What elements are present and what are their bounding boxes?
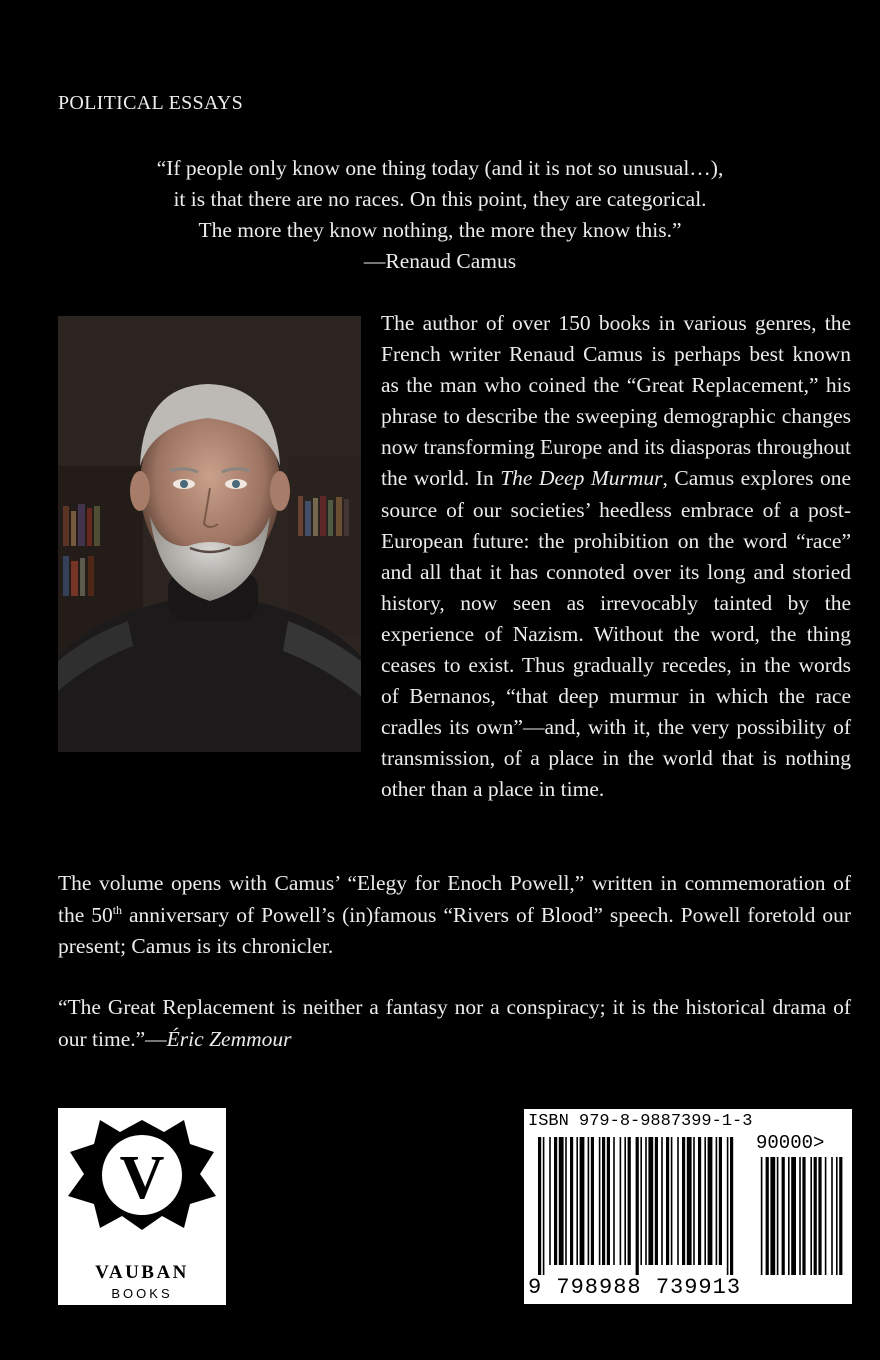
author-photo bbox=[58, 316, 361, 752]
publisher-subtitle: BOOKS bbox=[111, 1286, 173, 1301]
barcode-bar bbox=[716, 1137, 718, 1265]
barcode-bar bbox=[682, 1137, 685, 1265]
addon-bar bbox=[761, 1157, 763, 1275]
barcode-bar bbox=[588, 1137, 590, 1265]
barcode-bar bbox=[719, 1137, 722, 1265]
isbn-label: ISBN 979-8-9887399-1-3 bbox=[528, 1112, 753, 1131]
barcode-bar bbox=[543, 1137, 545, 1275]
barcode-bar bbox=[554, 1137, 557, 1265]
bio-text: The author of over 150 books in various genres, the French writer Renaud Camus is perhaps best known as the man who coined the “Great Replacement,” his phrase to describe the sweeping demographic changes now transforming Europe and its diasporas throughout the world. In bbox=[381, 311, 851, 491]
barcode-bar bbox=[565, 1137, 567, 1265]
epigraph-line: “If people only know one thing today (and it is not so unusual…), bbox=[156, 156, 724, 180]
addon-bar bbox=[770, 1157, 775, 1275]
ordinal-suffix: th bbox=[112, 902, 123, 917]
barcode-bar bbox=[580, 1137, 585, 1265]
category-label: POLITICAL ESSAYS bbox=[58, 92, 244, 114]
barcode-bar bbox=[591, 1137, 594, 1265]
description-text: The volume opens with Camus’ “Elegy for Enoch Powell,” written in commemoration of the 50 bbox=[58, 871, 851, 927]
isbn-barcode bbox=[524, 1109, 852, 1304]
addon-bar bbox=[818, 1157, 821, 1275]
barcode-bar bbox=[671, 1137, 673, 1265]
barcode-bar bbox=[727, 1137, 729, 1275]
epigraph-quote bbox=[60, 153, 820, 277]
barcode-bar bbox=[693, 1137, 695, 1265]
barcode-bar bbox=[708, 1137, 713, 1265]
addon-bar bbox=[777, 1157, 779, 1275]
publisher-name: VAUBAN bbox=[95, 1262, 189, 1283]
addon-bar bbox=[814, 1157, 817, 1275]
publisher-logo bbox=[58, 1108, 226, 1305]
addon-bar bbox=[831, 1157, 833, 1275]
barcode-bar bbox=[666, 1137, 669, 1265]
barcode-bar bbox=[698, 1137, 701, 1265]
description-text-continued: anniversary of Powell’s (in)famous “Rivers of Blood” speech. Powell foretold our present; Camus is its chronicler. bbox=[58, 902, 851, 958]
barcode-bar bbox=[661, 1137, 663, 1265]
barcode-bar bbox=[687, 1137, 692, 1265]
barcode-bar bbox=[620, 1137, 622, 1265]
barcode-bar bbox=[607, 1137, 610, 1265]
barcode-bar bbox=[648, 1137, 653, 1265]
barcode-bar bbox=[599, 1137, 601, 1265]
addon-bar bbox=[782, 1157, 785, 1275]
addon-bar bbox=[836, 1157, 838, 1275]
epigraph-line: it is that there are no races. On this point, they are categorical. bbox=[173, 187, 707, 211]
barcode-bar bbox=[628, 1137, 631, 1265]
barcode-bar bbox=[570, 1137, 573, 1265]
addon-bar bbox=[825, 1157, 827, 1275]
addon-bar bbox=[802, 1157, 805, 1275]
endorsement-author: Éric Zemmour bbox=[166, 1026, 292, 1051]
bio-text-continued: , Camus explores one source of our societies’ heedless embrace of a post-European future: the prohibition on the word “race” and all that it has connoted over its long and storied history, now seen as irrevocably tainted by the experience of Nazism. Without the word, the thing ceases to exist. Thus gradually recedes, in the words of Bernanos, “that deep murmur in which the race cradles its own”—and, with it, the very possibility of transmission, of a place in the world that is nothing other than a place in time. bbox=[381, 466, 851, 802]
addon-bar bbox=[791, 1157, 796, 1275]
endorsement-text: “The Great Replacement is neither a fantasy nor a conspiracy; it is the historical drama of our time.”— bbox=[58, 995, 851, 1051]
epigraph-attribution: —Renaud Camus bbox=[363, 249, 517, 273]
barcode-bar bbox=[655, 1137, 658, 1265]
barcode-bar bbox=[602, 1137, 605, 1265]
author-portrait-illustration bbox=[58, 316, 361, 752]
barcode-bar bbox=[645, 1137, 647, 1265]
barcode-bar bbox=[704, 1137, 706, 1265]
volume-description bbox=[58, 868, 851, 963]
barcode-digits: 9 798988 739913 bbox=[528, 1275, 742, 1300]
barcode-bar bbox=[730, 1137, 733, 1275]
barcode-bar bbox=[636, 1137, 639, 1275]
fortress-star-icon bbox=[58, 1108, 226, 1258]
barcode-bar bbox=[624, 1137, 626, 1265]
barcode-bar bbox=[549, 1137, 551, 1265]
addon-bar bbox=[788, 1157, 790, 1275]
barcode-bar bbox=[576, 1137, 578, 1265]
barcode-bar bbox=[613, 1137, 615, 1265]
endorsement-quote bbox=[58, 992, 851, 1055]
barcode-bar bbox=[538, 1137, 541, 1275]
barcode-bar bbox=[640, 1137, 642, 1265]
addon-bar bbox=[839, 1157, 842, 1275]
price-code: 90000> bbox=[756, 1132, 825, 1154]
epigraph-line: The more they know nothing, the more they know this.” bbox=[198, 218, 682, 242]
addon-bar bbox=[799, 1157, 801, 1275]
barcode-bar bbox=[559, 1137, 564, 1265]
addon-bar bbox=[810, 1157, 812, 1275]
logo-letter: V bbox=[119, 1144, 165, 1212]
book-title: The Deep Murmur bbox=[500, 466, 663, 491]
author-bio bbox=[381, 308, 851, 806]
addon-bar bbox=[766, 1157, 769, 1275]
barcode-bar bbox=[677, 1137, 679, 1265]
